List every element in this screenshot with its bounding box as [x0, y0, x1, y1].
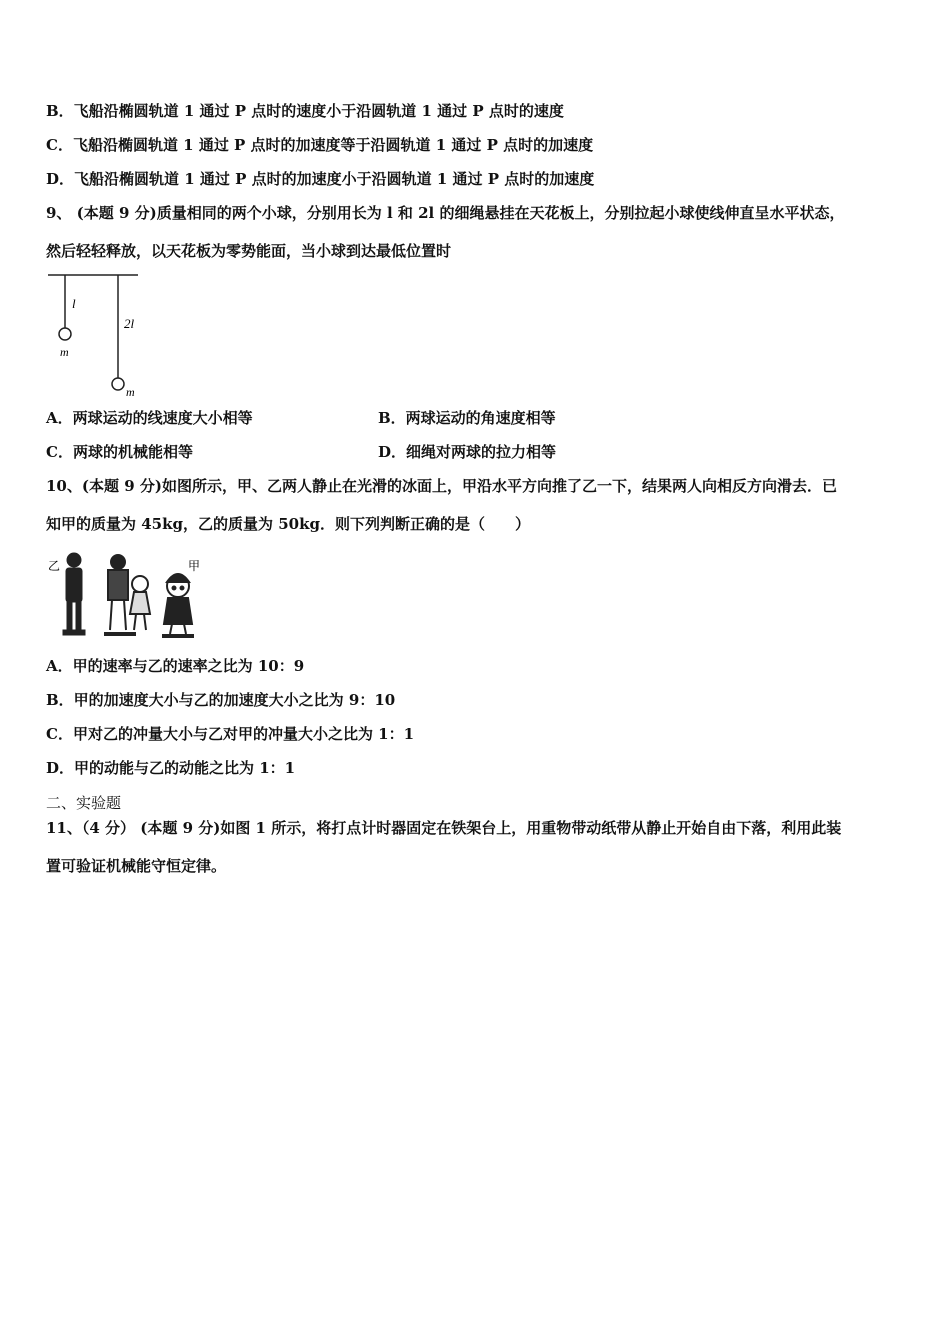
q9-stem-line2: 然后轻轻释放，以天花板为零势能面，当小球到达最低位置时 — [46, 242, 452, 260]
q8-option-b: B．飞船沿椭圆轨道 1 通过 P 点时的速度小于沿圆轨道 1 通过 P 点时的速度 — [46, 102, 564, 120]
label-yi: 乙 — [48, 559, 61, 573]
q8-option-c: C．飞船沿椭圆轨道 1 通过 P 点时的加速度等于沿圆轨道 1 通过 P 点时的加速度 — [46, 136, 594, 154]
q9-option-c: C．两球的机械能相等 — [46, 443, 193, 461]
q10-stem-line2: 知甲的质量为 45kg，乙的质量为 50kg．则下列判断正确的是（ ） — [46, 515, 530, 533]
ball-1 — [59, 328, 71, 340]
pendulum-figure — [46, 270, 156, 400]
skaters-figure — [46, 548, 206, 643]
person-child — [130, 576, 150, 630]
q9-stem-line1: 9、 (本题 9 分)质量相同的两个小球，分别用长为 l 和 2l 的细绳悬挂在天花板上，分别拉起小球使线伸直呈水平状态， — [46, 204, 845, 222]
label-2l: 2l — [124, 316, 135, 331]
q11-stem-line1: 11、（4 分） (本题 9 分)如图 1 所示，将打点计时器固定在铁架台上，用重物带动纸带从静止开始自由下落，利用此装 — [46, 819, 842, 837]
q10-stem-line1: 10、(本题 9 分)如图所示，甲、乙两人静止在光滑的冰面上，甲沿水平方向推了乙一下，结果两人向相反方向滑去．已 — [46, 477, 837, 495]
section-title-experiment: 二、实验题 — [46, 794, 122, 812]
person-jia — [162, 574, 194, 636]
q9-option-d: D．细绳对两球的拉力相等 — [378, 443, 557, 461]
q10-option-a: A．甲的速率与乙的速率之比为 10：9 — [46, 657, 305, 675]
label-m2: m — [126, 385, 135, 399]
q10-option-c: C．甲对乙的冲量大小与乙对甲的冲量大小之比为 1：1 — [46, 725, 415, 743]
q8-option-d: D．飞船沿椭圆轨道 1 通过 P 点时的加速度小于沿圆轨道 1 通过 P 点时的加速度 — [46, 170, 595, 188]
ball-2 — [112, 378, 124, 390]
label-m1: m — [60, 345, 69, 359]
q11-stem-line2: 置可验证机械能守恒定律。 — [46, 857, 227, 875]
q9-option-a: A．两球运动的线速度大小相等 — [46, 409, 253, 427]
person-adult — [104, 555, 136, 634]
label-l: l — [72, 296, 76, 311]
label-jia: 甲 — [188, 559, 201, 573]
q10-option-b: B．甲的加速度大小与乙的加速度大小之比为 9：10 — [46, 691, 396, 709]
person-yi — [63, 553, 85, 635]
q9-option-b: B．两球运动的角速度相等 — [378, 409, 556, 427]
q10-option-d: D．甲的动能与乙的动能之比为 1：1 — [46, 759, 296, 777]
